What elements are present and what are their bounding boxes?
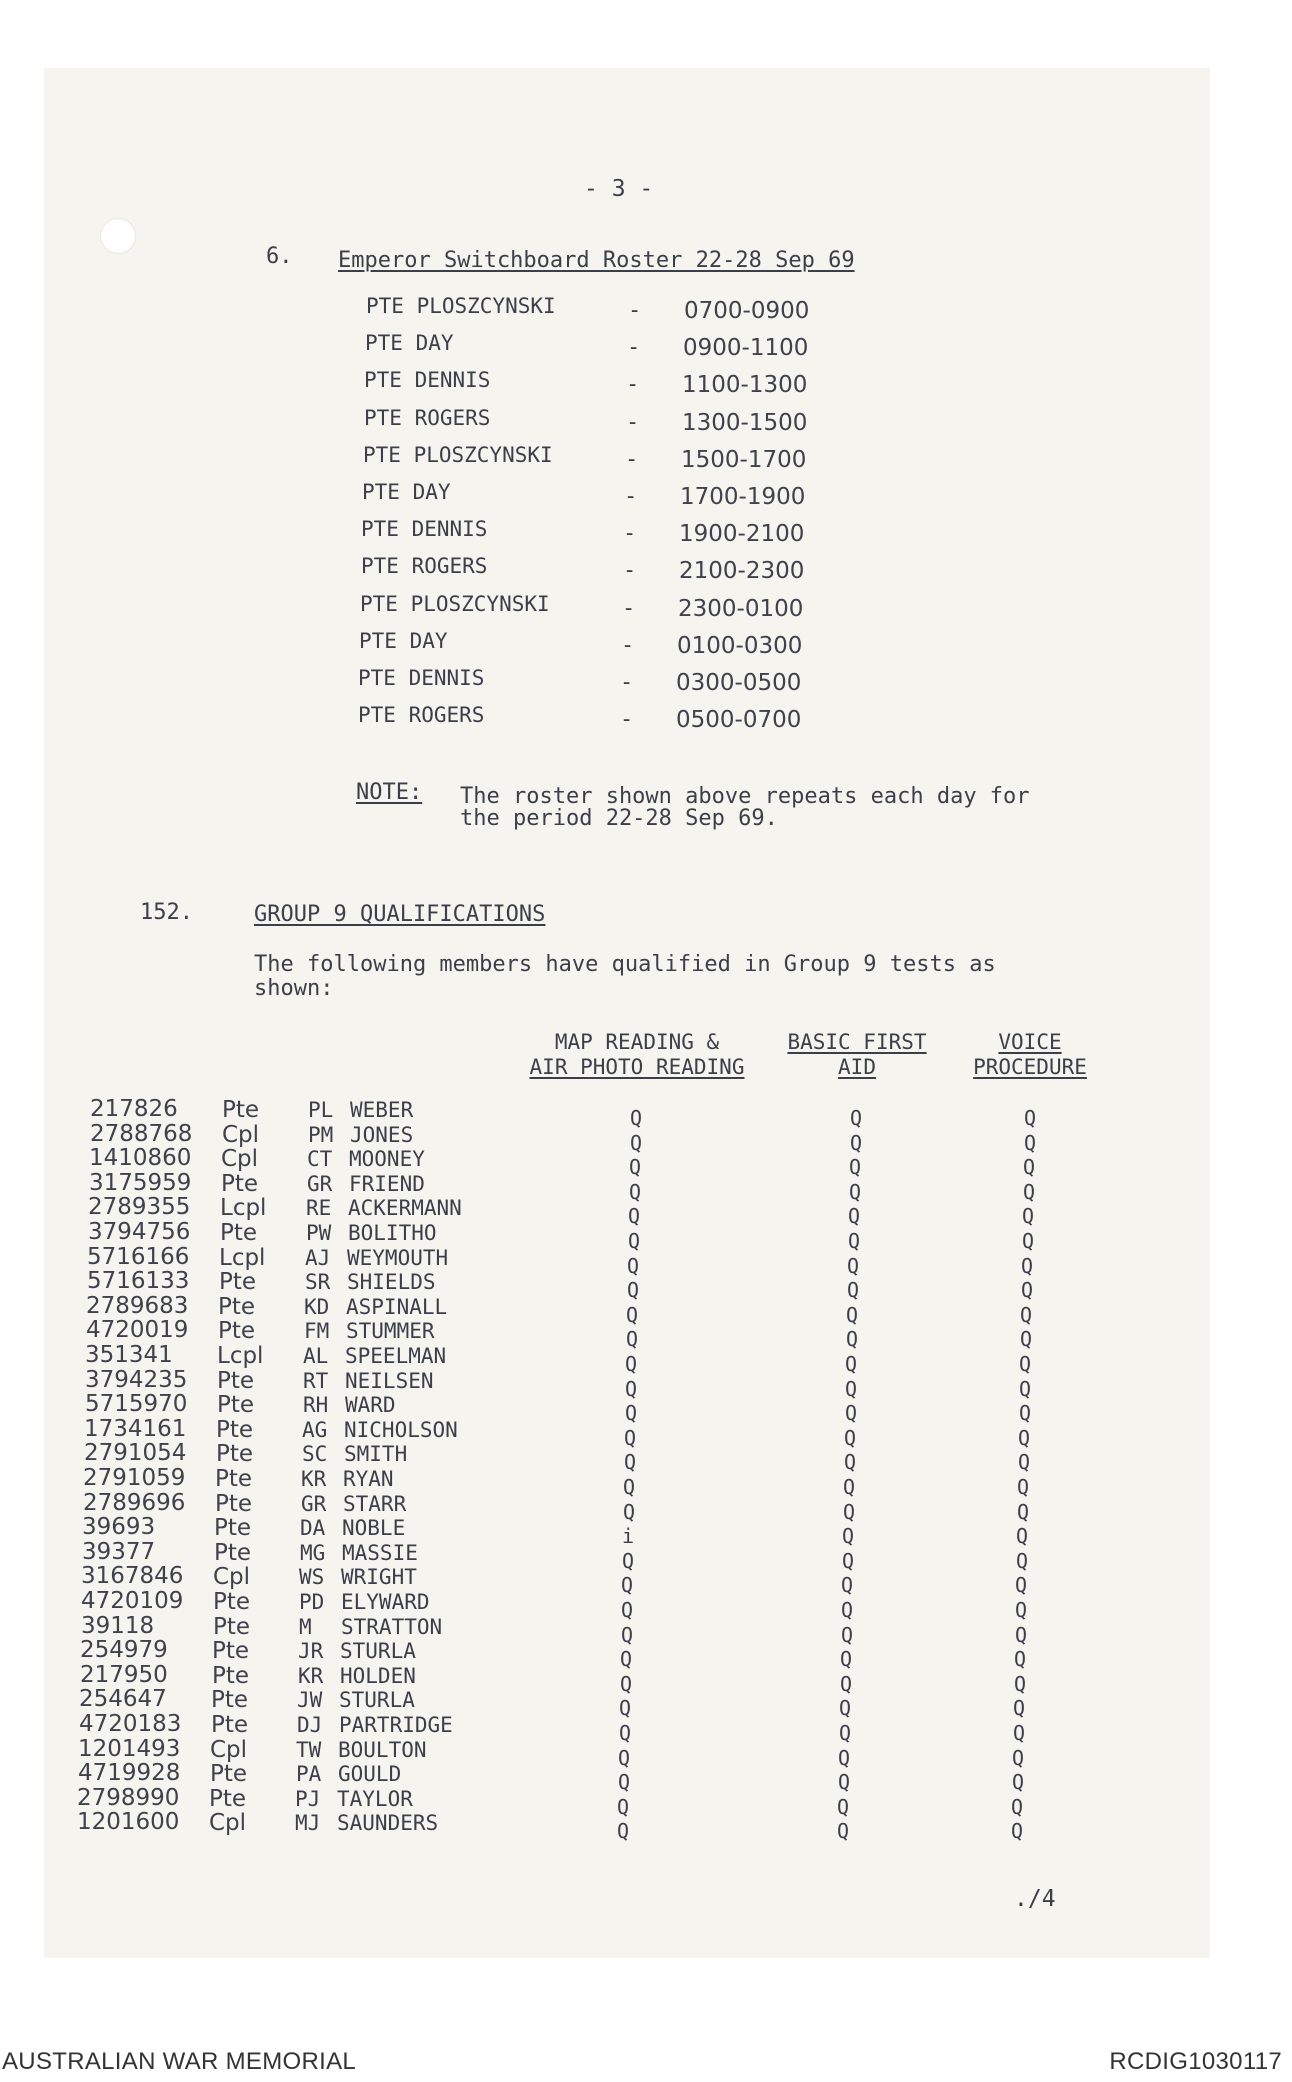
member-surname: WARD — [345, 1393, 396, 1418]
first-aid-mark: Q — [848, 1155, 862, 1180]
member-number: 4720109 — [81, 1588, 184, 1614]
member-surname: NEILSEN — [345, 1368, 434, 1393]
member-initials: DJ — [297, 1713, 323, 1737]
footer-record-id: RCDIG1030117 — [1109, 2048, 1282, 2075]
map-reading-mark: Q — [624, 1376, 638, 1401]
roster-section-number: 6. — [266, 244, 293, 269]
roster-time: 0100-0300 — [677, 632, 803, 659]
member-initials: RT — [303, 1368, 329, 1393]
roster-name: PTE ROGERS — [361, 554, 488, 579]
member-initials: JW — [297, 1688, 323, 1713]
member-number: 39693 — [82, 1514, 156, 1541]
member-surname: NOBLE — [342, 1516, 406, 1541]
roster-dash: - — [623, 521, 637, 547]
first-aid-mark: Q — [839, 1647, 853, 1672]
member-initials: PD — [299, 1590, 325, 1614]
member-number: 3175959 — [89, 1169, 192, 1196]
member-number: 1410860 — [89, 1145, 192, 1172]
member-rank: Pte — [212, 1638, 250, 1665]
roster-dash: - — [620, 707, 634, 733]
roster-name: PTE DENNIS — [364, 368, 491, 393]
voice-procedure-mark: Q — [1018, 1352, 1032, 1376]
map-reading-mark: Q — [624, 1352, 638, 1376]
member-surname: WRIGHT — [341, 1565, 417, 1590]
member-surname: STURLA — [339, 1688, 415, 1713]
map-reading-mark: Q — [616, 1819, 630, 1844]
qualifications-intro-line-2: shown: — [254, 976, 334, 1001]
first-aid-mark: Q — [847, 1204, 861, 1229]
header-voice-line-2: PROCEDURE — [973, 1055, 1087, 1079]
member-initials: CT — [307, 1147, 333, 1172]
member-rank: Cpl — [213, 1564, 251, 1591]
voice-procedure-mark: Q — [1014, 1622, 1028, 1647]
first-aid-mark: Q — [838, 1721, 852, 1745]
member-number: 39377 — [82, 1538, 156, 1565]
header-basic-first-aid — [772, 1030, 942, 1080]
map-reading-mark: Q — [626, 1278, 640, 1303]
roster-time: 1300-1500 — [682, 409, 808, 436]
first-aid-mark: Q — [843, 1450, 857, 1475]
member-rank: Lcpl — [219, 1244, 266, 1271]
member-number: 1734161 — [84, 1415, 187, 1442]
map-reading-mark: Q — [622, 1499, 636, 1524]
roster-time: 1900-2100 — [679, 521, 805, 548]
voice-procedure-mark: Q — [1014, 1598, 1028, 1622]
map-reading-mark: Q — [619, 1647, 633, 1672]
voice-procedure-mark: Q — [1021, 1204, 1035, 1229]
roster-name: PTE ROGERS — [364, 405, 491, 430]
member-rank: Pte — [213, 1589, 251, 1615]
roster-title: Emperor Switchboard Roster 22-28 Sep 69 — [338, 248, 855, 273]
member-surname: WEYMOUTH — [347, 1245, 449, 1270]
member-surname: TAYLOR — [337, 1786, 413, 1811]
voice-procedure-mark: Q — [1010, 1794, 1024, 1819]
member-initials: JR — [298, 1639, 324, 1664]
member-rank: Pte — [218, 1318, 256, 1345]
map-reading-mark: Q — [625, 1302, 639, 1327]
voice-procedure-mark: Q — [1023, 1106, 1037, 1130]
member-surname: BOLITHO — [348, 1221, 437, 1245]
first-aid-mark: Q — [845, 1302, 859, 1327]
map-reading-mark: Q — [628, 1179, 642, 1204]
first-aid-mark: Q — [839, 1671, 853, 1696]
member-number: 2791054 — [84, 1440, 187, 1467]
roster-name: PTE DAY — [365, 331, 454, 356]
member-initials: MG — [300, 1540, 326, 1565]
map-reading-mark: Q — [617, 1745, 631, 1770]
member-rank: Pte — [217, 1367, 255, 1394]
first-aid-mark: Q — [844, 1401, 858, 1426]
member-rank: Pte — [215, 1466, 253, 1492]
member-rank: Pte — [221, 1170, 259, 1197]
member-surname: PARTRIDGE — [339, 1713, 453, 1737]
roster-name: PTE DENNIS — [361, 517, 488, 542]
member-number: 217826 — [90, 1096, 178, 1122]
map-reading-mark: Q — [623, 1425, 637, 1450]
member-surname: JONES — [350, 1122, 414, 1147]
voice-procedure-mark: Q — [1014, 1573, 1028, 1598]
map-reading-mark: Q — [622, 1475, 636, 1499]
page-number: - 3 - — [584, 176, 654, 202]
member-initials: SC — [302, 1442, 328, 1467]
first-aid-mark: Q — [846, 1278, 860, 1303]
member-rank: Pte — [216, 1441, 254, 1468]
note-label: NOTE: — [356, 780, 423, 805]
member-surname: WEBER — [350, 1098, 414, 1122]
roster-dash: - — [626, 372, 640, 398]
roster-name: PTE PLOSZCYNSKI — [360, 591, 550, 616]
member-number: 4719928 — [78, 1760, 181, 1787]
member-rank: Pte — [210, 1761, 248, 1788]
member-initials: RH — [303, 1393, 329, 1418]
member-number: 3167846 — [81, 1563, 184, 1590]
map-reading-mark: Q — [618, 1696, 632, 1721]
member-surname: BOULTON — [338, 1737, 427, 1762]
note-line-2: the period 22-28 Sep 69. — [460, 806, 778, 831]
roster-dash: - — [622, 595, 636, 621]
member-initials: AJ — [305, 1245, 331, 1270]
member-initials: PW — [306, 1221, 332, 1245]
qualifications-title: GROUP 9 QUALIFICATIONS — [254, 902, 546, 927]
map-reading-mark: Q — [620, 1573, 634, 1598]
member-initials: TW — [296, 1737, 322, 1762]
roster-dash: - — [624, 484, 638, 509]
roster-name: PTE DAY — [359, 628, 448, 653]
voice-procedure-mark: Q — [1017, 1425, 1031, 1450]
member-rank: Pte — [212, 1662, 250, 1689]
member-surname: GOULD — [338, 1762, 402, 1787]
header-map-line-1: MAP READING & — [554, 1030, 720, 1054]
member-surname: SHIELDS — [347, 1270, 436, 1295]
first-aid-mark: Q — [845, 1327, 859, 1352]
qualifications-intro-line-1: The following members have qualified in Group 9 tests as — [254, 952, 996, 977]
member-rank: Lcpl — [217, 1343, 264, 1369]
member-surname: NICHOLSON — [344, 1417, 458, 1442]
voice-procedure-mark: Q — [1015, 1548, 1029, 1573]
member-rank: Pte — [222, 1097, 260, 1123]
roster-dash: - — [620, 670, 634, 695]
member-initials: DA — [300, 1516, 326, 1541]
roster-time: 1100-1300 — [682, 372, 808, 399]
header-map-reading — [512, 1030, 762, 1080]
first-aid-mark: Q — [846, 1253, 860, 1278]
qualifications-section-number: 152. — [140, 900, 193, 925]
map-reading-mark: Q — [620, 1622, 634, 1647]
map-reading-mark: Q — [625, 1327, 639, 1352]
member-rank: Pte — [217, 1392, 255, 1419]
voice-procedure-mark: Q — [1012, 1696, 1026, 1721]
first-aid-mark: Q — [838, 1696, 852, 1721]
map-reading-mark: Q — [629, 1130, 643, 1155]
first-aid-mark: Q — [849, 1106, 863, 1130]
member-number: 2789355 — [88, 1194, 191, 1221]
map-reading-mark: Q — [627, 1204, 641, 1229]
member-rank: Pte — [220, 1220, 258, 1246]
header-voice-line-1: VOICE — [998, 1030, 1062, 1054]
voice-procedure-mark: Q — [1010, 1819, 1024, 1844]
member-surname: STUMMER — [346, 1319, 435, 1344]
member-number: 39118 — [81, 1612, 155, 1639]
header-bfa-line-2: AID — [838, 1055, 876, 1079]
map-reading-mark: Q — [626, 1253, 640, 1278]
member-rank: Pte — [214, 1515, 252, 1542]
member-rank: Pte — [215, 1490, 253, 1517]
member-surname: HOLDEN — [340, 1663, 416, 1688]
member-rank: Pte — [216, 1416, 254, 1443]
first-aid-mark: Q — [842, 1499, 856, 1524]
voice-procedure-mark: Q — [1019, 1327, 1033, 1352]
member-number: 5716133 — [87, 1268, 190, 1295]
roster-name: PTE DENNIS — [358, 666, 485, 690]
member-initials: M — [299, 1614, 312, 1639]
roster-dash: - — [626, 409, 640, 435]
map-reading-mark: Q — [621, 1548, 635, 1573]
header-bfa-line-1: BASIC FIRST — [787, 1030, 927, 1054]
member-initials: MJ — [295, 1811, 321, 1836]
voice-procedure-mark: Q — [1013, 1647, 1027, 1672]
member-surname: SMITH — [344, 1442, 408, 1467]
voice-procedure-mark: Q — [1020, 1253, 1034, 1278]
voice-procedure-mark: Q — [1023, 1130, 1037, 1155]
member-initials: PL — [308, 1098, 334, 1122]
first-aid-mark: Q — [849, 1130, 863, 1155]
roster-name: PTE PLOSZCYNSKI — [366, 294, 556, 318]
member-rank: Pte — [218, 1293, 256, 1320]
voice-procedure-mark: Q — [1013, 1671, 1027, 1696]
member-rank: Pte — [211, 1687, 249, 1714]
roster-time: 1700-1900 — [680, 484, 806, 510]
voice-procedure-mark: Q — [1022, 1155, 1036, 1180]
member-surname: FRIEND — [349, 1171, 425, 1196]
member-initials: PM — [308, 1122, 334, 1147]
member-initials: PA — [296, 1762, 322, 1787]
member-number: 2788768 — [90, 1120, 193, 1147]
first-aid-mark: Q — [837, 1770, 851, 1795]
voice-procedure-mark: Q — [1021, 1229, 1035, 1253]
member-rank: Pte — [214, 1539, 252, 1566]
roster-time: 0700-0900 — [684, 298, 810, 324]
first-aid-mark: Q — [840, 1573, 854, 1598]
first-aid-mark: Q — [840, 1598, 854, 1622]
first-aid-mark: Q — [847, 1229, 861, 1253]
roster-name: PTE PLOSZCYNSKI — [363, 442, 553, 467]
member-initials: PJ — [295, 1786, 321, 1811]
member-number: 1201600 — [77, 1809, 180, 1836]
continuation-marker: ./4 — [1014, 1886, 1056, 1912]
voice-procedure-mark: Q — [1019, 1302, 1033, 1327]
footer-archive-name: AUSTRALIAN WAR MEMORIAL — [2, 2048, 357, 2075]
voice-procedure-mark: Q — [1012, 1721, 1026, 1745]
roster-dash: - — [621, 632, 635, 658]
member-number: 2789683 — [86, 1292, 189, 1319]
member-rank: Pte — [213, 1613, 251, 1640]
member-number: 2791059 — [83, 1465, 186, 1491]
member-rank: Lcpl — [220, 1195, 267, 1222]
voice-procedure-mark: Q — [1017, 1450, 1031, 1475]
roster-dash: - — [623, 558, 637, 584]
member-rank: Cpl — [222, 1121, 260, 1148]
member-initials: FM — [304, 1319, 330, 1344]
member-number: 2798990 — [77, 1784, 180, 1811]
voice-procedure-mark: Q — [1022, 1179, 1036, 1204]
member-initials: SR — [305, 1270, 331, 1295]
roster-name: PTE ROGERS — [358, 703, 485, 728]
voice-procedure-mark: Q — [1018, 1376, 1032, 1401]
member-initials: KD — [304, 1294, 330, 1319]
member-rank: Pte — [209, 1785, 247, 1812]
voice-procedure-mark: Q — [1020, 1278, 1034, 1303]
map-reading-mark: Q — [618, 1721, 632, 1745]
member-surname: RYAN — [343, 1467, 394, 1491]
roster-time: 0900-1100 — [683, 335, 809, 362]
member-number: 254647 — [79, 1686, 167, 1713]
first-aid-mark: Q — [836, 1794, 850, 1819]
roster-dash: - — [628, 298, 642, 323]
first-aid-mark: Q — [837, 1745, 851, 1770]
header-voice-procedure — [960, 1030, 1100, 1080]
note-line-1: The roster shown above repeats each day for — [460, 784, 1030, 809]
member-surname: SPEELMAN — [345, 1344, 447, 1368]
member-surname: MASSIE — [342, 1540, 418, 1565]
member-surname: ACKERMANN — [348, 1196, 462, 1221]
member-initials: AL — [303, 1344, 329, 1368]
first-aid-mark: Q — [844, 1376, 858, 1401]
map-reading-mark: i — [621, 1524, 635, 1549]
member-rank: Cpl — [210, 1736, 248, 1763]
member-surname: ASPINALL — [346, 1294, 448, 1319]
roster-time: 1500-1700 — [681, 446, 807, 473]
member-surname: SAUNDERS — [337, 1811, 439, 1836]
member-rank: Pte — [219, 1269, 257, 1296]
first-aid-mark: Q — [848, 1179, 862, 1204]
map-reading-mark: Q — [623, 1450, 637, 1475]
member-initials: RE — [306, 1196, 332, 1221]
punch-hole — [100, 218, 136, 254]
roster-name: PTE DAY — [362, 480, 451, 504]
voice-procedure-mark: Q — [1016, 1475, 1030, 1499]
member-number: 4720183 — [79, 1711, 182, 1737]
header-map-line-2: AIR PHOTO READING — [529, 1055, 745, 1079]
map-reading-mark: Q — [629, 1106, 643, 1130]
map-reading-mark: Q — [624, 1401, 638, 1426]
member-surname: STRATTON — [341, 1614, 443, 1639]
member-initials: GR — [301, 1491, 327, 1516]
voice-procedure-mark: Q — [1015, 1524, 1029, 1549]
voice-procedure-mark: Q — [1018, 1401, 1032, 1426]
member-number: 5715970 — [85, 1391, 188, 1418]
map-reading-mark: Q — [617, 1770, 631, 1795]
map-reading-mark: Q — [628, 1155, 642, 1180]
member-number: 351341 — [85, 1342, 173, 1368]
first-aid-mark: Q — [842, 1475, 856, 1499]
member-rank: Cpl — [221, 1146, 259, 1173]
first-aid-mark: Q — [840, 1622, 854, 1647]
member-surname: ELYWARD — [341, 1590, 430, 1614]
roster-dash: - — [625, 446, 639, 472]
member-number: 217950 — [80, 1661, 168, 1688]
voice-procedure-mark: Q — [1011, 1745, 1025, 1770]
member-number: 2789696 — [83, 1489, 186, 1516]
roster-dash: - — [627, 335, 641, 361]
member-initials: KR — [298, 1663, 324, 1688]
member-number: 3794235 — [85, 1366, 188, 1393]
member-rank: Cpl — [209, 1810, 247, 1837]
member-surname: MOONEY — [349, 1147, 425, 1172]
roster-time: 2100-2300 — [679, 558, 805, 585]
roster-time: 2300-0100 — [678, 595, 804, 622]
first-aid-mark: Q — [841, 1524, 855, 1549]
voice-procedure-mark: Q — [1011, 1770, 1025, 1795]
roster-time: 0300-0500 — [676, 670, 802, 696]
voice-procedure-mark: Q — [1016, 1499, 1030, 1524]
member-number: 1201493 — [78, 1735, 181, 1762]
first-aid-mark: Q — [836, 1819, 850, 1844]
map-reading-mark: Q — [627, 1229, 641, 1253]
first-aid-mark: Q — [841, 1548, 855, 1573]
member-surname: STARR — [343, 1491, 407, 1516]
member-initials: AG — [302, 1417, 328, 1442]
map-reading-mark: Q — [619, 1671, 633, 1696]
member-initials: GR — [307, 1171, 333, 1196]
member-number: 3794756 — [88, 1219, 191, 1245]
member-rank: Pte — [211, 1712, 249, 1738]
member-initials: WS — [299, 1565, 325, 1590]
first-aid-mark: Q — [843, 1425, 857, 1450]
member-initials: KR — [301, 1467, 327, 1491]
map-reading-mark: Q — [616, 1794, 630, 1819]
member-surname: STURLA — [340, 1639, 416, 1664]
member-number: 254979 — [80, 1637, 168, 1664]
member-number: 4720019 — [86, 1317, 189, 1344]
roster-time: 0500-0700 — [676, 707, 802, 734]
member-number: 5716166 — [87, 1243, 190, 1270]
map-reading-mark: Q — [620, 1598, 634, 1622]
first-aid-mark: Q — [844, 1352, 858, 1376]
